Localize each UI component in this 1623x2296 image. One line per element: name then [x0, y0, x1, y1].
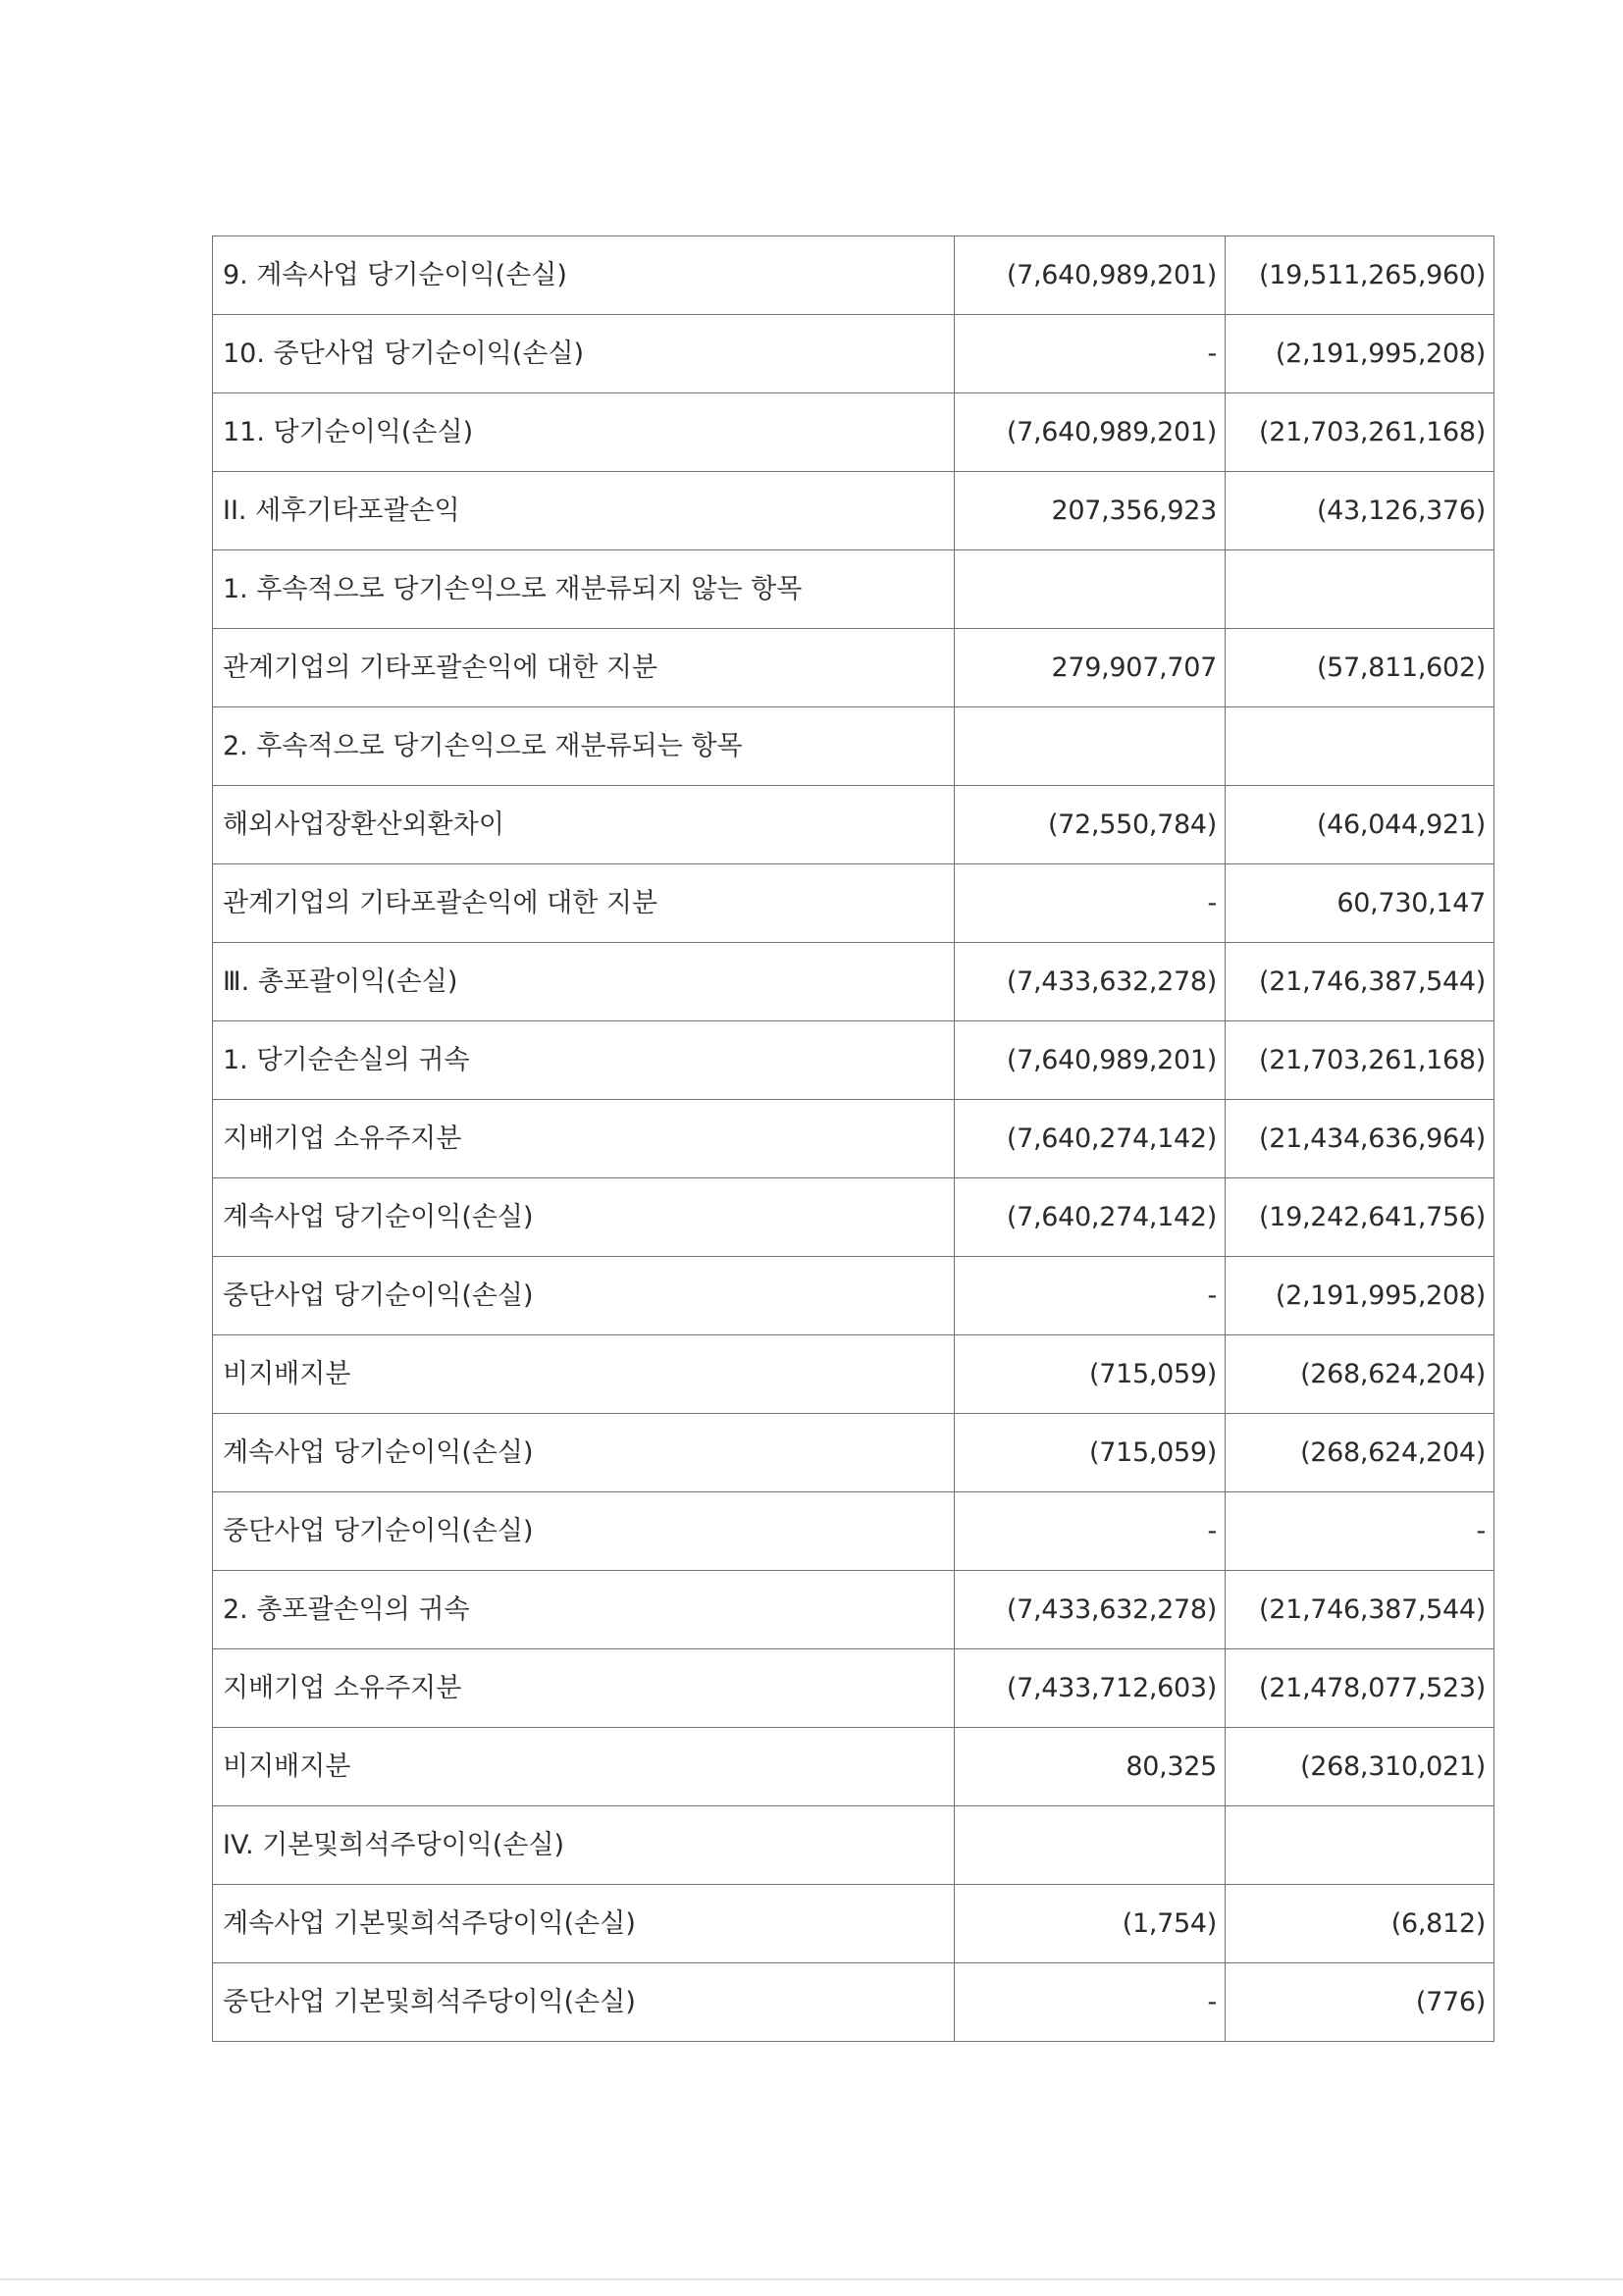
- current-period-value: (715,059): [955, 1414, 1226, 1492]
- row-label: IV. 기본및희석주당이익(손실): [213, 1806, 955, 1885]
- prior-period-value: -: [1226, 1492, 1494, 1571]
- table-row: [213, 1571, 1494, 1649]
- table-row: [213, 236, 1494, 315]
- prior-period-value: [1226, 707, 1494, 786]
- prior-period-value: (268,624,204): [1226, 1414, 1494, 1492]
- row-label: 1. 후속적으로 당기손익으로 재분류되지 않는 항목: [213, 550, 955, 629]
- page-bottom-rule: [0, 2278, 1623, 2280]
- current-period-value: -: [955, 315, 1226, 393]
- prior-period-value: (19,511,265,960): [1226, 236, 1494, 315]
- current-period-value: -: [955, 1963, 1226, 2042]
- current-period-value: (715,059): [955, 1335, 1226, 1414]
- table-row: [213, 1885, 1494, 1963]
- row-label: 중단사업 당기순이익(손실): [213, 1257, 955, 1335]
- current-period-value: (7,640,274,142): [955, 1178, 1226, 1257]
- table-row: [213, 550, 1494, 629]
- table-row: [213, 1728, 1494, 1806]
- table-row: [213, 1178, 1494, 1257]
- row-label: 비지배지분: [213, 1728, 955, 1806]
- table-row: [213, 786, 1494, 864]
- row-label: 계속사업 당기순이익(손실): [213, 1414, 955, 1492]
- table-row: [213, 315, 1494, 393]
- table-row: [213, 1492, 1494, 1571]
- table-row: [213, 1100, 1494, 1178]
- current-period-value: (7,640,989,201): [955, 1021, 1226, 1100]
- current-period-value: [955, 707, 1226, 786]
- current-period-value: 207,356,923: [955, 472, 1226, 550]
- table-row: [213, 393, 1494, 472]
- prior-period-value: (268,624,204): [1226, 1335, 1494, 1414]
- prior-period-value: (21,703,261,168): [1226, 1021, 1494, 1100]
- current-period-value: 80,325: [955, 1728, 1226, 1806]
- table-row: [213, 1335, 1494, 1414]
- row-label: 9. 계속사업 당기순이익(손실): [213, 236, 955, 315]
- current-period-value: -: [955, 1257, 1226, 1335]
- row-label: 계속사업 기본및희석주당이익(손실): [213, 1885, 955, 1963]
- current-period-value: 279,907,707: [955, 629, 1226, 707]
- row-label: 2. 후속적으로 당기손익으로 재분류되는 항목: [213, 707, 955, 786]
- prior-period-value: (776): [1226, 1963, 1494, 2042]
- prior-period-value: (6,812): [1226, 1885, 1494, 1963]
- row-label: Ⅲ. 총포괄이익(손실): [213, 943, 955, 1021]
- row-label: 1. 당기순손실의 귀속: [213, 1021, 955, 1100]
- prior-period-value: (21,746,387,544): [1226, 1571, 1494, 1649]
- table-row: [213, 1257, 1494, 1335]
- row-label: 중단사업 당기순이익(손실): [213, 1492, 955, 1571]
- table-row: [213, 1649, 1494, 1728]
- prior-period-value: (46,044,921): [1226, 786, 1494, 864]
- row-label: 11. 당기순이익(손실): [213, 393, 955, 472]
- prior-period-value: [1226, 1806, 1494, 1885]
- table-row: [213, 1414, 1494, 1492]
- row-label: 관계기업의 기타포괄손익에 대한 지분: [213, 629, 955, 707]
- row-label: 지배기업 소유주지분: [213, 1100, 955, 1178]
- prior-period-value: (57,811,602): [1226, 629, 1494, 707]
- prior-period-value: (43,126,376): [1226, 472, 1494, 550]
- prior-period-value: (21,478,077,523): [1226, 1649, 1494, 1728]
- current-period-value: [955, 1806, 1226, 1885]
- current-period-value: (7,640,989,201): [955, 393, 1226, 472]
- prior-period-value: [1226, 550, 1494, 629]
- row-label: 지배기업 소유주지분: [213, 1649, 955, 1728]
- prior-period-value: (21,703,261,168): [1226, 393, 1494, 472]
- current-period-value: (7,433,632,278): [955, 943, 1226, 1021]
- prior-period-value: (2,191,995,208): [1226, 1257, 1494, 1335]
- current-period-value: (7,640,989,201): [955, 236, 1226, 315]
- table-row: [213, 707, 1494, 786]
- prior-period-value: (268,310,021): [1226, 1728, 1494, 1806]
- row-label: 중단사업 기본및희석주당이익(손실): [213, 1963, 955, 2042]
- current-period-value: -: [955, 1492, 1226, 1571]
- row-label: 관계기업의 기타포괄손익에 대한 지분: [213, 864, 955, 943]
- table-row: [213, 1963, 1494, 2042]
- row-label: 2. 총포괄손익의 귀속: [213, 1571, 955, 1649]
- current-period-value: (1,754): [955, 1885, 1226, 1963]
- current-period-value: (7,433,712,603): [955, 1649, 1226, 1728]
- table-row: [213, 864, 1494, 943]
- table-row: [213, 472, 1494, 550]
- comprehensive-income-table: [212, 235, 1494, 2042]
- current-period-value: [955, 550, 1226, 629]
- prior-period-value: (21,746,387,544): [1226, 943, 1494, 1021]
- table-row: [213, 629, 1494, 707]
- current-period-value: (7,433,632,278): [955, 1571, 1226, 1649]
- current-period-value: (7,640,274,142): [955, 1100, 1226, 1178]
- table-row: [213, 1021, 1494, 1100]
- prior-period-value: (2,191,995,208): [1226, 315, 1494, 393]
- row-label: 10. 중단사업 당기순이익(손실): [213, 315, 955, 393]
- prior-period-value: 60,730,147: [1226, 864, 1494, 943]
- row-label: II. 세후기타포괄손익: [213, 472, 955, 550]
- current-period-value: (72,550,784): [955, 786, 1226, 864]
- row-label: 비지배지분: [213, 1335, 955, 1414]
- prior-period-value: (19,242,641,756): [1226, 1178, 1494, 1257]
- row-label: 해외사업장환산외환차이: [213, 786, 955, 864]
- row-label: 계속사업 당기순이익(손실): [213, 1178, 955, 1257]
- prior-period-value: (21,434,636,964): [1226, 1100, 1494, 1178]
- table-row: [213, 1806, 1494, 1885]
- table-row: [213, 943, 1494, 1021]
- current-period-value: -: [955, 864, 1226, 943]
